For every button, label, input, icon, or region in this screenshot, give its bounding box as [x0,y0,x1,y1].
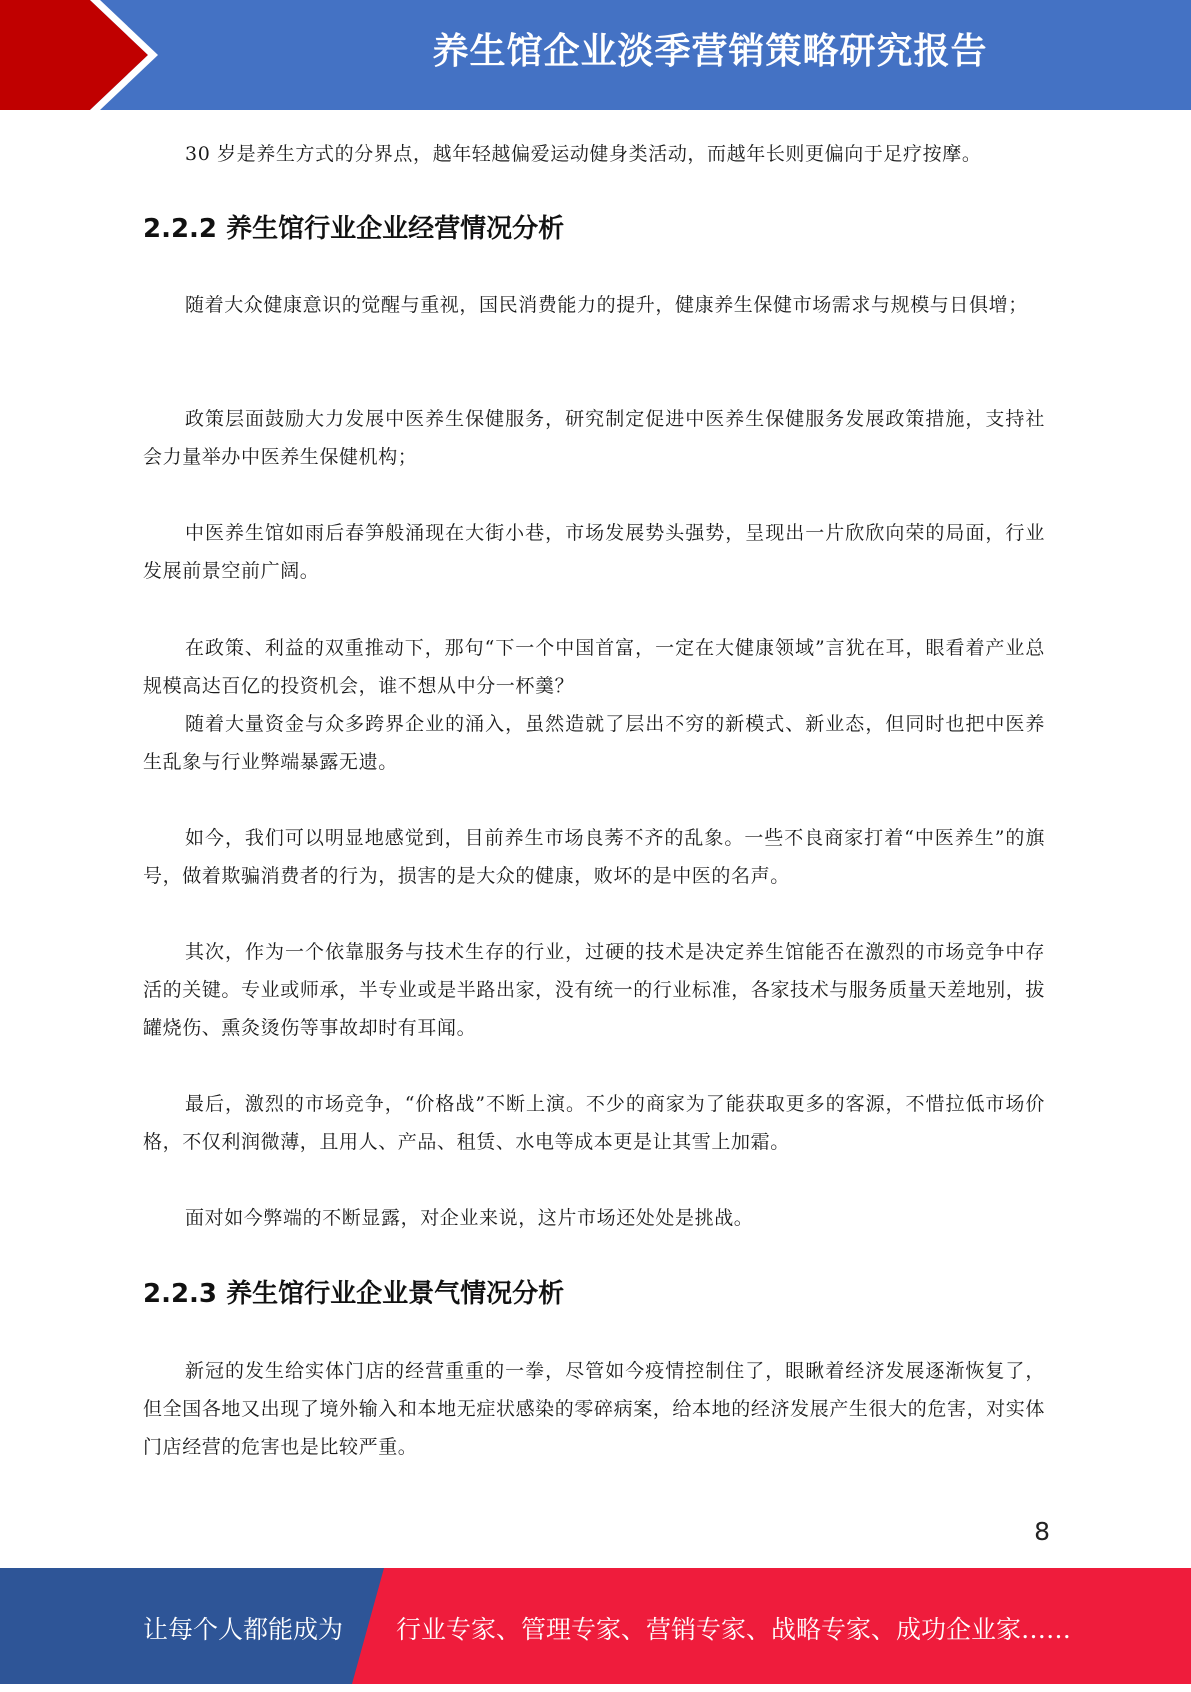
paragraph: 新冠的发生给实体门店的经营重重的一拳，尽管如今疫情控制住了，眼瞅着经济发展逐渐恢复了，但全国各地又出现了境外输入和本地无症状感染的零碎病案，给本地的经济发展产生很大的危害，对实体门店经营的危害也是比较严重。 [143,1360,1045,1458]
paragraph: 随着大众健康意识的觉醒与重视，国民消费能力的提升，健康养生保健市场需求与规模与日俱增； [185,294,1028,316]
paragraph: 随着大量资金与众多跨界企业的涌入，虽然造就了层出不穷的新模式、新业态，但同时也把中医养生乱象与行业弊端暴露无遗。 [143,713,1045,773]
paragraph: 政策层面鼓励大力发展中医养生保健服务，研究制定促进中医养生保健服务发展政策措施，支持社会力量举办中医养生保健机构； [143,408,1045,468]
page-footer [0,1568,1191,1684]
paragraph: 中医养生馆如雨后春笋般涌现在大街小巷，市场发展势头强势，呈现出一片欣欣向荣的局面，行业发展前景空前广阔。 [143,522,1045,582]
page-header [0,0,1191,110]
report-title: 养生馆企业淡季营销策略研究报告 [432,31,988,72]
section-heading-2-2-2: 2.2.2 养生馆行业企业经营情况分析 [143,214,565,244]
footer-slogan-left: 让每个人都能成为 [143,1615,344,1644]
paragraph: 最后，激烈的市场竞争，“价格战”不断上演。不少的商家为了能获取更多的客源，不惜拉低市场价格，不仅利润微薄，且用人、产品、租赁、水电等成本更是让其雪上加霜。 [143,1093,1045,1153]
paragraph: 在政策、利益的双重推动下，那句“下一个中国首富，一定在大健康领域”言犹在耳，眼看着产业总规模高达百亿的投资机会，谁不想从中分一杯羹？ [143,637,1045,697]
footer-slogan-right: 行业专家、管理专家、营销专家、战略专家、成功企业家…… [396,1615,1072,1644]
page-number: 8 [1034,1517,1050,1546]
paragraph: 30 岁是养生方式的分界点，越年轻越偏爱运动健身类活动，而越年长则更偏向于足疗按摩。 [185,143,982,165]
paragraph: 如今，我们可以明显地感觉到，目前养生市场良莠不齐的乱象。一些不良商家打着“中医养生”的旗号，做着欺骗消费者的行为，损害的是大众的健康，败坏的是中医的名声。 [143,827,1045,887]
paragraph: 其次，作为一个依靠服务与技术生存的行业，过硬的技术是决定养生馆能否在激烈的市场竞争中存活的关键。专业或师承，半专业或是半路出家，没有统一的行业标准，各家技术与服务质量天差地别，拔罐烧伤、熏灸烫伤等事故却时有耳闻。 [143,941,1045,1039]
paragraph: 面对如今弊端的不断显露，对企业来说，这片市场还处处是挑战。 [185,1207,754,1229]
section-heading-2-2-3: 2.2.3 养生馆行业企业景气情况分析 [143,1279,565,1309]
